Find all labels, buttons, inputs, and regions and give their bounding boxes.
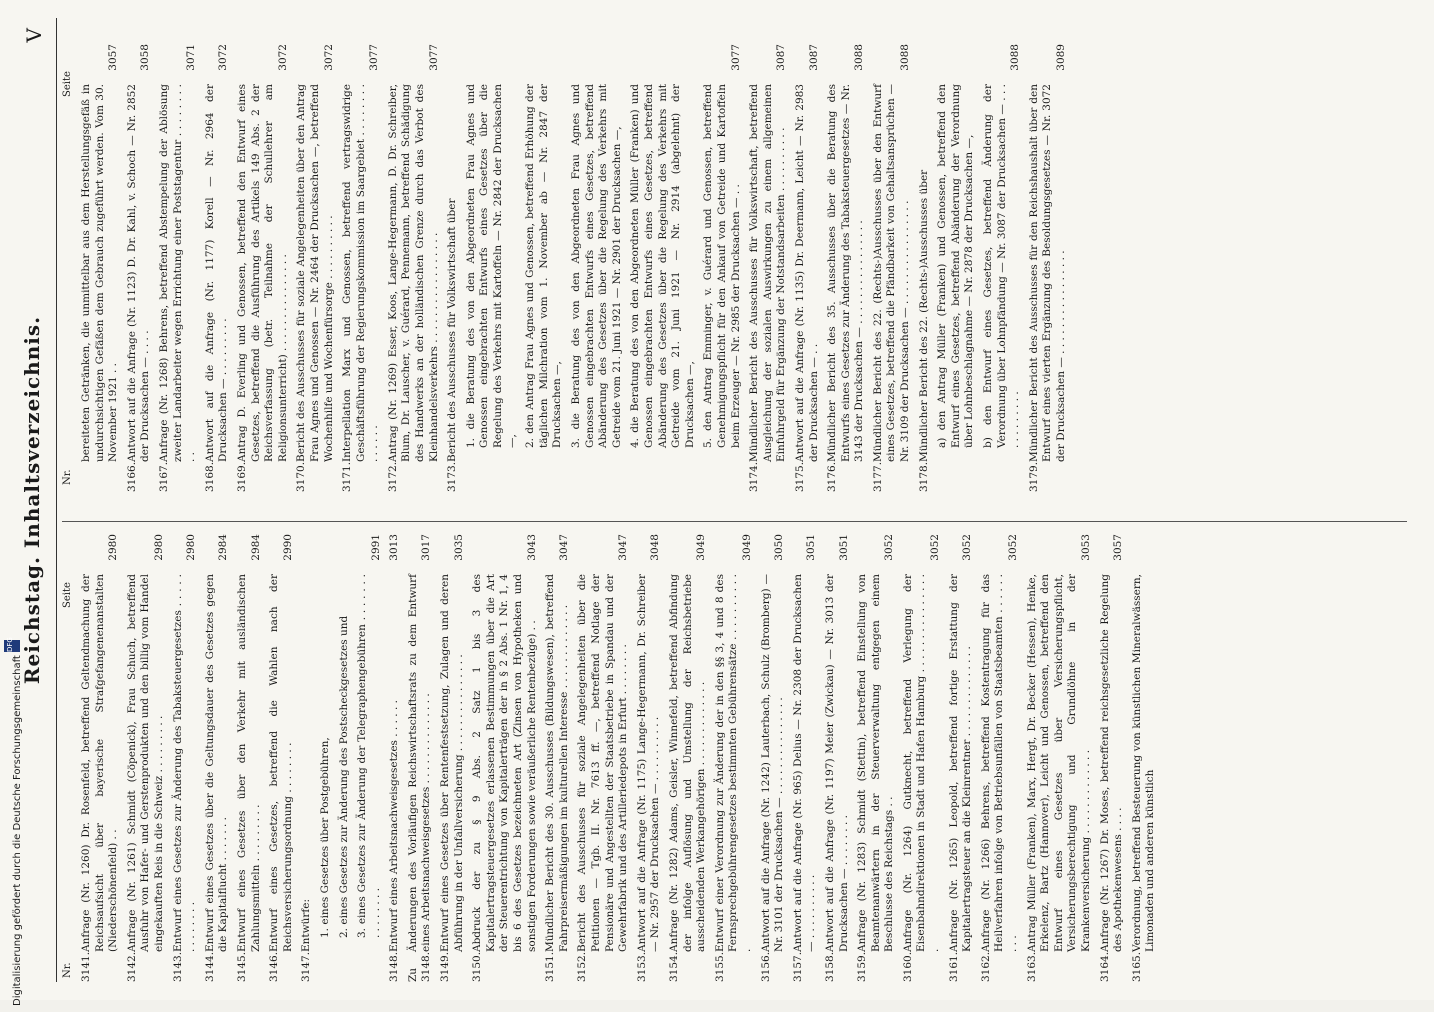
- entry-number: 3179.: [1027, 461, 1040, 492]
- entry-number: 3176.: [826, 461, 839, 492]
- entry-text: Bericht des Ausschusses für soziale Angelegenheiten über den Antrag Frau Agnes und Genossen — Nr. 2464 der Drucksachen —, betreffend Wochenhilfe und Wochenfürsorge . . . . . . . . . .: [295, 84, 335, 462]
- toc-entry: [702, 44, 743, 478]
- entry-text: Antrag D. Everling und Genossen, betreffend den Entwurf eines Gesetzes, betreffend die Ausführung des Artikels 149 Abs. 2 der Reichsverfassung (betr. Teilnahme der Schullehrer am Religionsunterricht) . . . . . . . . . . . . . . .: [235, 84, 289, 462]
- entry-number: 3144.: [203, 951, 216, 982]
- toc-entry: [856, 534, 897, 982]
- toc-entry: [918, 44, 932, 492]
- entry-page: 3051: [805, 534, 818, 561]
- toc-entry: [126, 44, 153, 492]
- entry-page: 3051: [837, 534, 850, 561]
- toc-entry: [172, 534, 199, 982]
- entry-text: Anfrage (Nr. 1283) Schmidt (Stettin), betreffend Einstellung von Beamtenanwärtern in der Steuerverwaltung entgegen einem Beschlusse des Reichstags . .: [856, 574, 896, 952]
- entry-page: 2980: [152, 534, 165, 561]
- toc-entry: [204, 44, 231, 492]
- entry-text: Verordnung, betreffend Besteuerung von künstlichen Mineralwässern, Limonaden und anderen künstlich: [1130, 574, 1157, 952]
- entry-number: 3166.: [125, 461, 138, 492]
- entry-text: Mündlicher Bericht des 22. (Rechts-)Ausschusses über den Entwurf eines Gesetzes, betreffend die Pfändbarkeit von Gehaltsansprüchen — Nr. 3109 der Drucksachen — . . . . . . . . . . . . . . . .: [871, 84, 912, 462]
- entry-page: 3049: [695, 534, 708, 561]
- entry-text: 3. die Beratung des von den Abgeordneten Frau Agnes und Genossen eingebrachten Entwurfs eines Gesetzes, betreffend Abänderung des Gesetzes über die Regelung des Verkehrs mit Getreide vom 21. Juni 1921 — Nr. 2901 der Drucksachen —,: [570, 84, 623, 448]
- entry-text: Anfrage (Nr. 1265) Leopold, betreffend fortige Erstattung der Kapitalertragsteuer an die Kleinrentner . . . . . . . . . . . . . .: [947, 574, 974, 952]
- entry-number: 3165.: [1130, 951, 1143, 982]
- entry-number: 3152.: [576, 951, 589, 982]
- entry-number: [936, 448, 977, 478]
- entry-text: bereiteten Getränken, die unmittelbar aus dem Herstellungsgefäß in undurchsichtigen Gefäßen dem Gebrauch zugeführt werden. Vom 30. November 1921 . .: [80, 84, 120, 462]
- toc-entry: [824, 534, 851, 982]
- entry-text: b) den Entwurf eines Gesetzes, betreffend Änderung der Verordnung über Lohnpfändung — Nr. 3087 der Drucksachen — . . . . . . . . . . . .: [982, 84, 1022, 448]
- entry-number: [319, 938, 333, 968]
- entry-number: 3148.: [388, 951, 401, 982]
- entry-number: [338, 938, 352, 968]
- entry-page: 3017: [420, 534, 433, 561]
- toc-entry: [902, 534, 943, 982]
- entry-text: Antwort auf die Anfrage (Nr. 1197) Meier (Zwickau) — Nr. 3013 der Drucksachen — . . . . . . . .: [823, 574, 850, 952]
- entry-text: Entwurf eines Arbeitsnachweisgesetzes . . . . . .: [388, 700, 401, 952]
- entry-page: 3013: [388, 534, 401, 561]
- toc-entry: [1026, 534, 1094, 982]
- entry-text: a) den Antrag Müller (Franken) und Genossen, betreffend den Entwurf eines Gesetzes, betreffend Abänderung der Verordnung über Lohnbeschlagnahme — Nr. 2878 der Drucksachen —,: [936, 84, 976, 448]
- entry-page: 3043: [525, 534, 538, 561]
- toc-entry: [341, 44, 382, 492]
- entry-text: 1. eines Gesetzes über Postgebühren,: [318, 737, 331, 938]
- entry-page: 3088: [899, 44, 912, 71]
- toc-entry: [1099, 534, 1126, 982]
- entry-text: 2. den Antrag Frau Agnes und Genossen, betreffend Erhöhung der täglichen Milchration vom 1. November ab — Nr. 2847 der Drucksachen —,: [524, 84, 564, 448]
- entry-page: 3052: [929, 534, 942, 561]
- entry-number: 3172.: [386, 461, 399, 492]
- entry-number: 3174.: [748, 461, 761, 492]
- toc-entry: [126, 534, 167, 982]
- entry-page: 3052: [961, 534, 974, 561]
- entry-page: 3057: [107, 44, 120, 71]
- toc-entry: [471, 534, 539, 982]
- toc-entry: [982, 44, 1023, 478]
- entry-page: 3088: [1009, 44, 1022, 71]
- entry-number: 3158.: [823, 951, 836, 982]
- entry-text: Antwort auf die Anfrage (Nr. 1175) Lange-Hegermann, Dr. Schreiber — Nr. 2957 der Drucksachen — . . . . . . . . . .: [635, 574, 662, 952]
- toc-entry: [872, 44, 913, 492]
- entry-page: 2980: [107, 534, 120, 561]
- entry-text: Abdruck der zu § 9 Abs. 2 Satz 1 bis 3 des Kapitalertragsteuergesetzes erlassenen Bestimmungen über die Art der Steuerentrichtung von Kapitalerträgen der in § 2 Abs. 1 Nr. 1, 4 bis 6 des Gesetzes bezeichneten Art (Zinsen von Hypotheken und sonstigen Forderungen sowie veräußerliche Rentenbezüge) . .: [471, 574, 538, 952]
- entry-number: [570, 448, 624, 478]
- entry-page: 3057: [1112, 534, 1125, 561]
- entry-text: Antwort auf die Anfrage (Nr. 965) Delius — Nr. 2308 der Drucksachen — . . . . . . . . . .: [791, 574, 818, 952]
- toc-entry: [236, 44, 290, 492]
- entry-page: 2991: [369, 534, 382, 561]
- entry-text: Bericht des Ausschusses für Volkswirtschaft über: [446, 198, 459, 462]
- entry-number: 3171.: [341, 461, 354, 492]
- toc-entry: [792, 534, 819, 982]
- entry-number: 3151.: [544, 951, 557, 982]
- entry-number: 3159.: [856, 951, 869, 982]
- toc-entry: [439, 534, 466, 982]
- entry-page: 3052: [883, 534, 896, 561]
- entry-page: 2980: [185, 534, 198, 561]
- toc-entry: [446, 44, 460, 492]
- entry-text: Entwurf eines Gesetzes, betreffend die Wahlen nach der Reichsversicherungsordnung . . . . . . . .: [268, 574, 294, 952]
- toc-entry: [629, 44, 697, 478]
- toc-entry: [524, 44, 565, 478]
- entry-text: Entwurf eines Gesetzes über den Verkehr mit ausländischen Zahlungsmitteln . . . . . . . . .: [235, 574, 262, 952]
- entry-page: 3088: [853, 44, 866, 71]
- entry-page: 3077: [427, 44, 440, 71]
- entry-number: [982, 448, 1023, 478]
- entry-number: 3157.: [791, 951, 804, 982]
- entry-number: 3168.: [203, 461, 216, 492]
- entry-text: Antwort auf die Anfrage (Nr. 1123) D. Dr. Kahl, v. Schoch — Nr. 2852 der Drucksachen — . . . .: [125, 84, 152, 462]
- entry-text: Anfrage (Nr. 1260) Dr. Rosenfeld, betreffend Geltendmachung der Reichsaufsicht über bayerische Strafgefangenenanstalten (Niederschönenfeld) . .: [80, 574, 120, 952]
- entry-text: Anfrage (Nr. 1267) Dr. Moses, betreffend reichsgesetzliche Regelung des Apothekenwesens . . . .: [1098, 574, 1125, 952]
- entry-text: Mündlicher Bericht des 22. (Rechts-)Ausschusses über: [917, 169, 930, 462]
- toc-entry: [576, 534, 630, 982]
- toc-entry: [319, 534, 333, 968]
- entry-page: 3072: [276, 44, 289, 71]
- entry-text: Entwurf einer Verordnung zur Änderung der in den §§ 3, 4 und 8 des Fernsprechgebührengesetzes bestimmten Gebührensätze . . . . . . . . . . .: [713, 574, 753, 952]
- footer-credit: [4, 0, 26, 1012]
- entry-number: 3164.: [1098, 951, 1111, 982]
- toc-entry: [748, 44, 789, 492]
- toc-entry: [465, 44, 519, 478]
- toc-entry: [356, 534, 383, 968]
- entry-page: 3047: [617, 534, 630, 561]
- entry-number: [702, 448, 743, 478]
- entry-page: 3089: [1055, 44, 1067, 71]
- entry-text: Mündlicher Bericht des Ausschusses für den Reichshaushalt über den Entwurf eines vierten Ergänzung des Besoldungsgesetzes — Nr. 3072 der Drucksachen — . . . . . . . . . . . . . . . .: [1027, 84, 1067, 462]
- entry-text: Antwort auf die Anfrage (Nr. 1177) Korell — Nr. 2964 der Drucksachen — . . . . . . . . .: [203, 84, 230, 462]
- entry-text: Antrag Müller (Franken), Marx, Hergt, Dr. Becker (Hessen), Henke, Erkelenz, Bartz (Hannover), Leicht und Genossen, betreffend den Entwurf eines Gesetzes über Versicherungspflicht, Versicherungsberechtigung und Grundlöhne in der Krankenversicherung . . . . . . . . . . . . .: [1025, 574, 1092, 952]
- entry-page: 3052: [1007, 534, 1020, 561]
- entry-number: 3170.: [295, 461, 308, 492]
- toc-entry: [668, 534, 709, 982]
- right-nr-label: Nr.: [62, 469, 73, 485]
- entry-text: 4. die Beratung des von den Abgeordneten Müller (Franken) und Genossen eingebrachten Entwurfs eines Gesetzes, betreffend Abänderung des Gesetzes über die Regelung des Verkehrs mit Getreide vom 21. Juni 1921 — Nr. 2914 (abgelehnt) der Drucksachen —,: [629, 84, 696, 448]
- entry-number: [356, 938, 383, 968]
- toc-entry: [1131, 534, 1158, 982]
- entry-number: 3178.: [917, 461, 930, 492]
- toc-entry: [295, 44, 336, 492]
- toc-entry: [300, 534, 314, 982]
- entry-number: 3175.: [793, 461, 806, 492]
- entry-text: Anfrage (Nr. 1261) Schmidt (Cöpenick), Frau Schuch, betreffend Ausfuhr von Hafer- und Gerstenprodukten und den billig vom Handel eingekauften Reis in die Schweiz . . . . . . . . .: [125, 574, 165, 952]
- entry-text: 5. den Antrag Emminger, v. Guérard und Genossen, betreffend Genehmigungspflicht für den Ankauf von Getreide und Kartoffeln beim Erzeuger — Nr. 2985 der Drucksachen — . .: [702, 84, 742, 448]
- entry-number: 3147.: [300, 951, 313, 982]
- entry-text: 1. die Beratung des von den Abgeordneten Frau Agnes und Genossen eingebrachten Entwurfs eines Gesetzes über die Regelung des Verkehrs mit Kartoffeln — Nr. 2842 der Drucksachen —,: [464, 84, 518, 448]
- entry-page: 3087: [807, 44, 820, 71]
- entry-number: 3149.: [439, 951, 452, 982]
- toc-entry: [80, 534, 121, 982]
- entry-page: 3048: [649, 534, 662, 561]
- entry-text: Entwurf eines Gesetzes zur Änderung des Tabaksteuergesetzes . . . . . . . . . . . . .: [171, 574, 198, 952]
- entry-number: Zu 3148.: [406, 951, 433, 982]
- entry-number: 3169.: [235, 461, 248, 492]
- entry-page: 2990: [281, 534, 294, 561]
- entry-text: Anfrage (Nr. 1282) Adams, Geisler, Winnefeld, betreffend Abfindung der infolge Auflösung und Umstellung der Reichsbetriebe ausscheidenden Werkangehörigen . . . . . . . . . . . . .: [667, 574, 708, 952]
- toc-entry: [80, 44, 121, 492]
- entry-number: 3163.: [1025, 951, 1038, 982]
- entry-page: 3087: [775, 44, 788, 71]
- toc-entry: [636, 534, 663, 982]
- entry-number: 3167.: [157, 461, 170, 492]
- entry-number: 3155.: [713, 951, 726, 982]
- entry-text: Anfrage (Nr. 1268) Behrens, betreffend Abstempelung der Ablösung zweiter Landarbeiter wegen Errichtung einer Poststagentur . . . . . . . . . .: [157, 84, 198, 462]
- entry-page: 3058: [139, 44, 152, 71]
- entry-number: 3154.: [667, 951, 680, 982]
- toc-entry: [158, 44, 199, 492]
- toc-entry: [570, 44, 624, 478]
- toc-entry: [714, 534, 755, 982]
- entry-page: 3035: [452, 534, 465, 561]
- entry-number: 3156.: [759, 951, 772, 982]
- entry-text: Änderungen des Vorläufigen Reichswirtschaftsrats zu dem Entwurf eines Arbeitsnachweisgesetzes . . . . . . . . . . . . . .: [406, 574, 433, 952]
- entry-number: 3161.: [947, 951, 960, 982]
- entry-text: Antwort auf die Anfrage (Nr. 1242) Lauterbach, Schulz (Bromberg) — Nr. 3101 der Drucksachen — . . . . . . . . . . . . . . .: [759, 574, 786, 952]
- entry-page: 3072: [322, 44, 335, 71]
- toc-entry: [204, 534, 231, 982]
- entry-number: [465, 448, 519, 478]
- entry-number: 3145.: [235, 951, 248, 982]
- toc-entry: [794, 44, 821, 492]
- entry-page: 2984: [217, 534, 230, 561]
- right-column: [80, 44, 1074, 492]
- toc-entry: [236, 534, 263, 982]
- entry-number: 3173.: [446, 461, 459, 492]
- left-seite-label: Seite: [62, 582, 73, 608]
- entry-page: 3077: [368, 44, 381, 71]
- entry-number: 3160.: [901, 951, 914, 982]
- toc-entry: [1028, 44, 1069, 492]
- entry-page: 3050: [773, 534, 786, 561]
- entry-number: 3177.: [871, 461, 884, 492]
- toc-entry: [826, 44, 867, 492]
- entry-number: 3142.: [125, 951, 138, 982]
- entry-text: Bericht des Ausschusses für soziale Angelegenheiten über die Petitionen — Tgb. II. Nr. 7613 ff. —, betreffend Notlage der Pensionäre und Angestellten der Staatsbetriebe in Spandau und der Gewehrfabrik und des Artilleriedepots in Erfurt . . . . . . . .: [576, 574, 630, 952]
- toc-entry: [407, 534, 434, 982]
- entry-text: Mündlicher Bericht des 35. Ausschusses über die Beratung des Entwurfs eines Gesetzes zur Änderung des Tabaksteuergesetzes — Nr. 3143 der Drucksachen — . . . . . . . . . . . . . . . .: [826, 84, 866, 462]
- entry-number: 3141.: [80, 951, 92, 982]
- right-seite-label: Seite: [62, 71, 73, 97]
- entry-text: Anfrage (Nr. 1264) Gutknecht, betreffend Verlegung der Eisenbahndirektionen in Stadt und Hafen Hamburg . . . . . . . . . . . . . . . .: [901, 574, 942, 952]
- entry-page: 2984: [249, 534, 262, 561]
- toc-entry: [936, 44, 977, 478]
- toc-entry: [338, 534, 352, 968]
- entry-number: 3143.: [171, 951, 184, 982]
- entry-number: 3162.: [979, 951, 992, 982]
- entry-number: [524, 448, 565, 478]
- page-numeral: V: [22, 28, 46, 43]
- toc-entry: [760, 534, 787, 982]
- entry-text: Mündlicher Bericht des Ausschusses für Volkswirtschaft, betreffend Ausgleichung der sozialen Auswirkungen zu einem allgemeinen Einfuhrgeld für Ergänzung der Notstandsarbeiten . . . . . . . . . .: [748, 84, 788, 462]
- credit-text: Digitalisierung gefördert durch die Deutsche Forschungsgemeinschaft: [12, 655, 23, 1006]
- entry-number: 3146.: [268, 951, 281, 982]
- entry-text: Anfrage (Nr. 1266) Behrens, betreffend Kostentragung für das Heilverfahren infolge von Betriebsunfällen von Staatsbeamten . . . . . . . . .: [979, 574, 1020, 952]
- entry-text: Antrag (Nr. 1269) Esser, Koos, Lange-Hegermann, D. Dr. Schreiber, Blum, Dr. Lauscher, v. Guérard, Pennemann, betreffend Schädigung des Handwerks an der holländischen Grenze durch das Verbot des Kleinhandelsverkehrs . . . . . . . . . . . . . . . . .: [386, 84, 440, 462]
- toc-entry: [980, 534, 1021, 982]
- toc-entry: [544, 534, 571, 982]
- toc-entry: [387, 44, 441, 492]
- left-column: [80, 534, 1163, 982]
- entry-text: Entwurf eines Gesetzes über die Geltungsdauer des Gesetzes gegen die Kapitalflucht . . . . . . .: [203, 574, 230, 952]
- left-nr-label: Nr.: [62, 962, 73, 978]
- entry-text: Interpellation Marx und Genossen, betreffend vertragswidrige Geschäftsführung der Regierungskommission im Saargebiet . . . . . . . . . . . . . .: [341, 84, 381, 462]
- entry-number: 3153.: [635, 951, 648, 982]
- entry-number: 3150.: [471, 951, 484, 982]
- entry-page: 3049: [740, 534, 753, 561]
- entry-page: 3053: [1080, 534, 1092, 561]
- toc-entry: [268, 534, 295, 982]
- entry-number: [629, 448, 697, 478]
- column-divider: [62, 521, 1407, 522]
- entry-page: 3047: [557, 534, 570, 561]
- entry-page: 3077: [729, 44, 742, 71]
- entry-text: Entwürfe:: [300, 898, 313, 952]
- entry-number: [80, 462, 121, 492]
- entry-text: Antwort auf die Anfrage (Nr. 1135) Dr. Deermann, Leicht — Nr. 2983 der Drucksachen — . .: [793, 84, 820, 462]
- toc-entry: [948, 534, 975, 982]
- entry-text: Mündlicher Bericht des 30. Ausschusses (Bildungswesen), betreffend Fahrpreisermäßigungen im kulturellen Interesse . . . . . . . . . . . . .: [544, 574, 570, 952]
- entry-page: 3071: [185, 44, 198, 71]
- entry-text: Entwurf eines Gesetzes über Rentenfestsetzung, Zulagen und deren Abführung in der Unfallversicherung . . . . . . . . . . . . . . .: [439, 574, 465, 952]
- dfg-logo: DFG: [4, 640, 20, 652]
- entry-text: 2. eines Gesetzes zur Änderung des Postscheckgesetzes und: [337, 615, 350, 938]
- entry-text: 3. eines Gesetzes zur Änderung der Telegraphengebühren . . . . . . . . . . . . . . .: [356, 574, 382, 938]
- entry-page: 3072: [217, 44, 230, 71]
- toc-entry: [388, 534, 402, 982]
- page-title: Reichstag. Inhaltsverzeichnis.: [20, 315, 44, 685]
- header-rule: [56, 18, 57, 982]
